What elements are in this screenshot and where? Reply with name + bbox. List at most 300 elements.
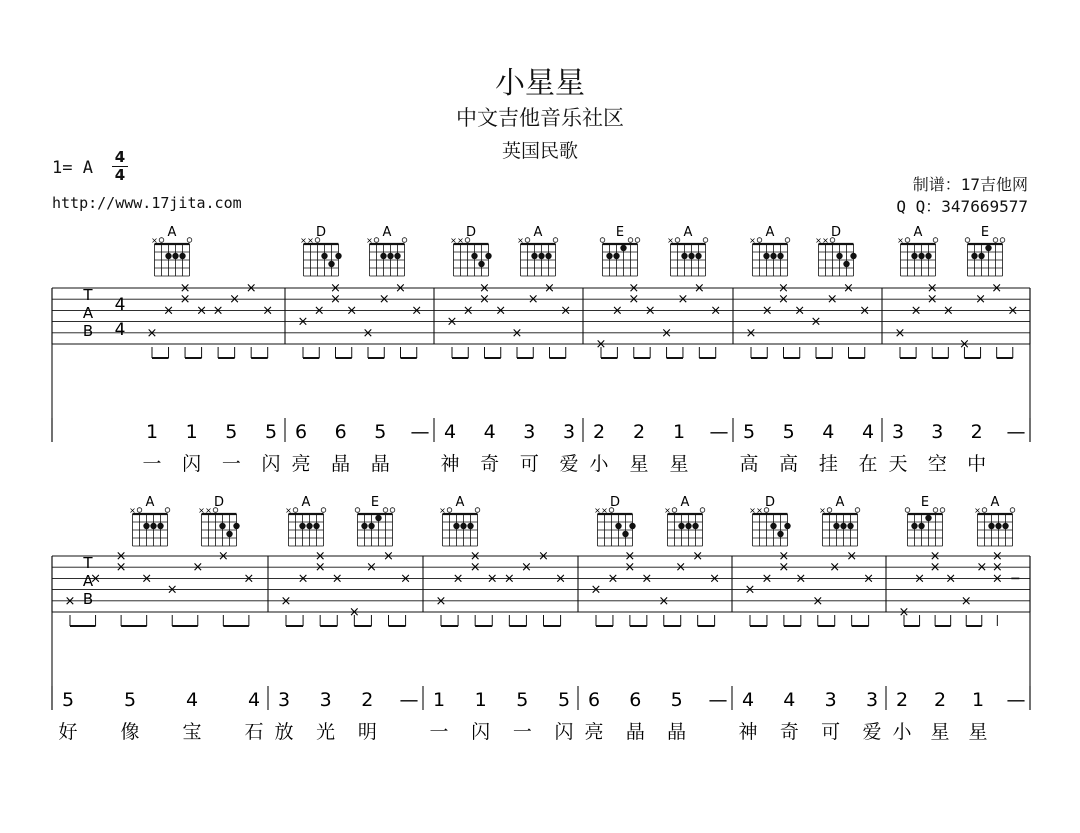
tab-note-x: ×	[243, 571, 255, 587]
chord-name: D	[764, 495, 776, 510]
tab-note-x: ×	[179, 292, 191, 308]
chord-diagram-A	[897, 225, 938, 276]
tab-note-x: ×	[590, 582, 602, 598]
finger-dot	[918, 523, 924, 529]
lyric-char: 小	[892, 721, 912, 743]
chord-name: D	[830, 225, 842, 240]
lyric-char: 中	[967, 453, 987, 475]
song-title: 小星星	[495, 66, 585, 101]
numbered-note: 2	[632, 421, 646, 443]
tab-note-x: ×	[826, 292, 838, 308]
finger-dot	[850, 253, 856, 259]
tab-note-x: ×	[166, 582, 178, 598]
finger-dot	[150, 523, 156, 529]
chord-diagram-A	[974, 495, 1015, 546]
muted-string-mark: ×	[366, 236, 373, 245]
tab-note-x: ×	[362, 325, 374, 341]
finger-dot	[321, 253, 327, 259]
finger-dot	[613, 253, 619, 259]
staff-time-signature-digit: 4	[114, 295, 126, 315]
numbered-note: 4	[185, 689, 199, 711]
numbered-note: 4	[483, 421, 496, 443]
numbered-note: 1	[185, 421, 198, 443]
tab-note-x: ×	[976, 560, 988, 576]
chord-diagram-A	[151, 225, 192, 276]
numbered-note: 4	[783, 689, 796, 711]
numbered-note: 3	[523, 421, 536, 443]
chord-name: E	[615, 225, 625, 240]
tab-note-x: ×	[910, 303, 922, 319]
tab-note-x: ×	[555, 571, 567, 587]
lyric-char: 可	[519, 453, 539, 475]
tab-note-x: ×	[628, 292, 640, 308]
finger-dot	[172, 253, 178, 259]
tab-note-x: ×	[794, 303, 806, 319]
numbered-note: 4	[822, 421, 835, 443]
chord-diagram-E	[965, 225, 1005, 276]
finger-dot	[179, 253, 185, 259]
finger-dot	[763, 253, 769, 259]
chord-diagram-D	[198, 495, 240, 546]
open-string-mark	[700, 508, 705, 513]
open-string-mark	[165, 508, 170, 513]
finger-dot	[380, 253, 386, 259]
tab-note-x: ×	[479, 281, 490, 296]
open-string-mark	[703, 238, 708, 243]
numbered-note: 3	[865, 689, 879, 711]
tab-note-x: ×	[709, 571, 721, 587]
chord-diagram-E	[355, 495, 395, 546]
lyric-char: 小	[589, 453, 609, 475]
open-string-mark	[383, 508, 388, 513]
open-string-mark	[635, 238, 640, 243]
chord-name: E	[980, 225, 990, 240]
muted-string-mark: ×	[307, 236, 314, 245]
song-origin: 英国民歌	[501, 140, 578, 162]
chord-diagram-A	[664, 495, 705, 546]
chord-name: E	[370, 495, 380, 510]
muted-string-mark: ×	[819, 506, 826, 515]
finger-dot	[306, 523, 312, 529]
tab-note-x: ×	[330, 281, 341, 296]
chord-diagram-D	[815, 225, 857, 276]
finger-dot	[777, 531, 783, 537]
chord-diagram-D	[749, 495, 791, 546]
tab-note-x: ×	[745, 325, 757, 341]
tab-note-x: ×	[365, 560, 377, 576]
lyric-char: 像	[120, 721, 140, 743]
open-string-mark	[321, 508, 326, 513]
lyric-char: 亮	[291, 453, 311, 475]
credit-qq: Q Q：347669577	[896, 197, 1028, 216]
tab-note-x: ×	[495, 303, 507, 319]
tab-note-x: ×	[331, 571, 343, 587]
finger-dot	[328, 261, 334, 267]
tab-note-x: ×	[229, 292, 241, 308]
open-string-mark	[905, 508, 910, 513]
open-string-mark	[785, 238, 790, 243]
finger-dot	[770, 253, 776, 259]
source-url: http://www.17jita.com	[52, 194, 242, 212]
finger-dot	[485, 253, 491, 259]
chord-name: A	[533, 225, 543, 240]
chord-name: A	[990, 495, 1000, 510]
tab-note-x: ×	[538, 549, 549, 564]
finger-dot	[925, 515, 931, 521]
numbered-note: 1	[145, 421, 159, 443]
finger-dot	[681, 253, 687, 259]
tab-note-x: ×	[675, 560, 687, 576]
tab-note-x: ×	[400, 571, 412, 587]
tab-note-x: ×	[141, 571, 153, 587]
chord-name: D	[213, 495, 225, 510]
tab-note-x: ×	[624, 549, 636, 564]
lyric-char: 闪	[261, 453, 281, 475]
tab-note-x: ×	[383, 549, 394, 564]
chord-diagram-A	[366, 225, 407, 276]
numbered-note: —	[1006, 421, 1026, 443]
muted-string-mark: ×	[749, 236, 756, 245]
finger-dot	[777, 253, 783, 259]
open-string-mark	[933, 508, 938, 513]
numbered-note: 2	[933, 689, 947, 711]
tab-note-x: ×	[411, 303, 423, 319]
tab-note-x: ×	[115, 560, 127, 576]
chord-diagram-E	[905, 495, 945, 546]
muted-string-mark: ×	[129, 506, 136, 515]
lyric-char: 天	[888, 453, 908, 475]
numbered-note: 2	[970, 421, 983, 443]
numbered-note: 4	[861, 421, 875, 443]
numbered-note: 4	[741, 689, 755, 711]
finger-dot	[784, 523, 790, 529]
numbered-note: 6	[587, 689, 601, 711]
finger-dot	[531, 253, 537, 259]
numbered-note: —	[399, 689, 419, 711]
finger-dot	[971, 253, 977, 259]
open-string-mark	[933, 238, 938, 243]
chord-name: E	[920, 495, 930, 510]
numbered-note: 1	[672, 421, 686, 443]
open-string-mark	[475, 508, 480, 513]
muted-string-mark: ×	[664, 506, 671, 515]
tab-row-2	[52, 549, 1030, 743]
tab-row-1	[52, 281, 1030, 475]
lyric-char: 空	[927, 453, 947, 475]
tab-note-x: ×	[452, 571, 464, 587]
chord-name: A	[683, 225, 693, 240]
tab-clef-letter: B	[82, 322, 94, 340]
tab-note-x: ×	[991, 281, 1003, 296]
lyric-char: 闪	[471, 721, 491, 743]
tab-note-x: ×	[378, 292, 390, 308]
tab-note-x: ×	[661, 325, 673, 341]
tab-note-x: ×	[644, 303, 656, 319]
open-string-mark	[525, 238, 530, 243]
tab-note-x: ×	[511, 325, 523, 341]
tab-note-x: ×	[975, 292, 987, 308]
lyric-char: 一	[221, 453, 241, 475]
tab-note-x: ×	[469, 549, 481, 564]
staff-time-signature-digit: 4	[114, 320, 126, 340]
numbered-note: 5	[374, 421, 387, 443]
chord-name: A	[765, 225, 775, 240]
tab-note-x: ×	[628, 281, 640, 296]
numbered-note: 2	[895, 689, 909, 711]
chord-name: A	[680, 495, 690, 510]
lyric-char: 晶	[667, 721, 687, 743]
tab-clef-letter: A	[82, 572, 94, 590]
tab-note-x: ×	[146, 325, 158, 341]
finger-dot	[538, 253, 544, 259]
tab-note-x: ×	[479, 292, 490, 308]
open-string-mark	[402, 238, 407, 243]
tab-note-x: ×	[778, 560, 790, 576]
numbered-note: 3	[824, 689, 837, 711]
tab-note-x: ×	[945, 571, 957, 587]
tab-note-x: ×	[1007, 303, 1019, 319]
finger-dot	[467, 523, 473, 529]
finger-dot	[335, 253, 341, 259]
lyric-char: 高	[779, 453, 799, 475]
tab-note-x: ×	[314, 549, 326, 564]
muted-string-mark: ×	[439, 506, 446, 515]
tab-note-x: ×	[778, 281, 789, 296]
tab-note-x: ×	[297, 571, 309, 587]
chord-name: D	[315, 225, 327, 240]
tab-note-x: ×	[348, 605, 360, 620]
lyric-char: 爱	[862, 721, 882, 743]
tab-note-x: ×	[929, 560, 941, 576]
open-string-mark	[1010, 508, 1015, 513]
lyric-char: 挂	[818, 453, 838, 475]
finger-dot	[361, 523, 367, 529]
finger-dot	[620, 245, 626, 251]
open-string-mark	[355, 508, 360, 513]
lyric-char: 晶	[625, 721, 645, 743]
tab-note-x: ×	[942, 303, 954, 319]
tab-note-x: ×	[810, 314, 822, 330]
finger-dot	[836, 253, 842, 259]
lyric-char: 好	[58, 721, 78, 743]
chord-diagram-E	[600, 225, 640, 276]
tab-clef-letter: T	[83, 286, 93, 304]
tab-clef-letter: A	[82, 304, 94, 322]
tab-note-x: ×	[894, 325, 906, 341]
finger-dot	[478, 261, 484, 267]
finger-dot	[368, 523, 374, 529]
open-string-mark	[293, 508, 298, 513]
tab-note-x: ×	[395, 281, 406, 296]
tab-note-x: ×	[812, 593, 824, 609]
tab-note-x: ×	[958, 337, 970, 352]
chord-name: D	[609, 495, 621, 510]
open-string-mark	[675, 238, 680, 243]
tab-note-x: ×	[929, 549, 941, 564]
tab-note-x: ×	[595, 337, 607, 352]
numbered-note: 2	[361, 689, 374, 711]
tab-note-x: ×	[179, 281, 191, 296]
tab-note-x: ×	[64, 593, 76, 609]
finger-dot	[387, 253, 393, 259]
tab-note-x: ×	[330, 292, 341, 308]
tab-note-x: ×	[503, 571, 515, 587]
chord-name: A	[455, 495, 465, 510]
open-string-mark	[993, 238, 998, 243]
open-string-mark	[855, 508, 860, 513]
lyric-char: 闪	[182, 453, 202, 475]
lyric-char: 神	[738, 721, 758, 743]
lyric-char: 爱	[559, 453, 579, 475]
finger-dot	[770, 523, 776, 529]
finger-dot	[545, 253, 551, 259]
open-string-mark	[940, 508, 945, 513]
time-signature-bottom: 4	[114, 166, 126, 184]
numbered-note: 1	[432, 689, 446, 711]
finger-dot	[692, 523, 698, 529]
tab-note-x: ×	[446, 314, 458, 330]
muted-string-mark: ×	[749, 506, 756, 515]
muted-string-mark: ×	[594, 506, 601, 515]
muted-string-mark: ×	[974, 506, 981, 515]
finger-dot	[629, 523, 635, 529]
open-string-mark	[628, 238, 633, 243]
lyric-char: 一	[512, 721, 532, 743]
chord-diagram-A	[129, 495, 170, 546]
numbered-note: 5	[123, 689, 137, 711]
muted-string-mark: ×	[198, 506, 205, 515]
tab-note-x: ×	[624, 560, 636, 576]
chord-diagram-D	[300, 225, 342, 276]
open-string-mark	[982, 508, 987, 513]
lyric-char: 可	[821, 721, 841, 743]
finger-dot	[678, 523, 684, 529]
finger-dot	[985, 245, 991, 251]
lyric-char: 奇	[480, 453, 500, 475]
tab-note-x: ×	[462, 303, 474, 319]
finger-dot	[460, 523, 466, 529]
tab-note-x: ×	[520, 560, 532, 576]
finger-dot	[688, 253, 694, 259]
chord-diagram-A	[667, 225, 708, 276]
open-string-mark	[390, 508, 395, 513]
tab-note-x: ×	[926, 292, 938, 308]
tab-note-x: ×	[262, 303, 274, 319]
chord-diagram-D	[450, 225, 492, 276]
tab-note-x: ×	[486, 571, 498, 587]
finger-dot	[995, 523, 1001, 529]
finger-dot	[978, 253, 984, 259]
finger-dot	[143, 523, 149, 529]
lyric-char: 奇	[779, 721, 799, 743]
numbered-note: —	[709, 421, 729, 443]
tab-note-x: ×	[795, 571, 807, 587]
muted-string-mark: ×	[450, 236, 457, 245]
tab-note-x: ×	[859, 303, 871, 319]
finger-dot	[226, 531, 232, 537]
lyric-char: 晶	[331, 453, 351, 475]
chord-diagram-A	[819, 495, 860, 546]
numbered-note: 5	[516, 689, 529, 711]
finger-dot	[911, 253, 917, 259]
numbered-note: 5	[557, 689, 571, 711]
lyric-char: 在	[858, 453, 878, 475]
tab-note-x: ×	[846, 549, 858, 564]
finger-dot	[1002, 523, 1008, 529]
lyric-char: 星	[968, 721, 988, 743]
numbered-note: 1	[474, 689, 487, 711]
finger-dot	[471, 253, 477, 259]
tab-note-x: ×	[527, 292, 539, 308]
tab-clef-letter: T	[83, 554, 93, 572]
muted-string-mark: ×	[822, 236, 829, 245]
tab-note-x: ×	[196, 303, 208, 319]
numbered-note: 6	[334, 421, 347, 443]
tab-note-x: ×	[926, 281, 938, 296]
lyric-char: 一	[142, 453, 162, 475]
tab-note-x: ×	[245, 281, 257, 296]
tab-note-x: ×	[607, 571, 619, 587]
lyric-char: 神	[440, 453, 460, 475]
tab-note-x: ×	[217, 549, 229, 564]
numbered-note: 3	[277, 689, 291, 711]
lyric-char: 光	[316, 721, 336, 743]
lyric-char: 宝	[182, 721, 202, 743]
tab-note-x: ×	[469, 560, 481, 576]
muted-string-mark: ×	[667, 236, 674, 245]
numbered-note: 1	[971, 689, 985, 711]
finger-dot	[843, 261, 849, 267]
lyric-char: 亮	[584, 721, 604, 743]
finger-dot	[695, 253, 701, 259]
numbered-note: 5	[742, 421, 756, 443]
open-string-mark	[447, 508, 452, 513]
tab-note-x: ×	[297, 314, 309, 330]
finger-dot	[615, 523, 621, 529]
numbered-note: 4	[443, 421, 457, 443]
tab-note-x: ×	[314, 560, 326, 576]
tab-note-x: ×	[761, 571, 773, 587]
finger-dot	[918, 253, 924, 259]
open-string-mark	[1000, 238, 1005, 243]
chord-name: A	[835, 495, 845, 510]
lyric-char: 放	[274, 721, 294, 743]
numbered-note: 3	[562, 421, 576, 443]
open-string-mark	[905, 238, 910, 243]
numbered-note: —	[708, 689, 728, 711]
numbered-note: —	[1006, 689, 1026, 711]
numbered-note: 5	[670, 689, 683, 711]
tab-note-x: ×	[863, 571, 875, 587]
lyric-char: 星	[629, 453, 649, 475]
open-string-mark	[374, 238, 379, 243]
tab-note-x: ×	[843, 281, 854, 296]
numbered-note: 6	[629, 689, 642, 711]
finger-dot	[165, 253, 171, 259]
numbered-note: 6	[294, 421, 308, 443]
numbered-note: 2	[592, 421, 606, 443]
open-string-mark	[757, 238, 762, 243]
finger-dot	[622, 531, 628, 537]
chord-diagram-D	[594, 495, 636, 546]
lyric-char: 高	[739, 453, 759, 475]
open-string-mark	[672, 508, 677, 513]
muted-string-mark: ×	[897, 236, 904, 245]
muted-string-mark: ×	[300, 236, 307, 245]
open-string-mark	[553, 238, 558, 243]
open-string-mark	[600, 238, 605, 243]
finger-dot	[847, 523, 853, 529]
